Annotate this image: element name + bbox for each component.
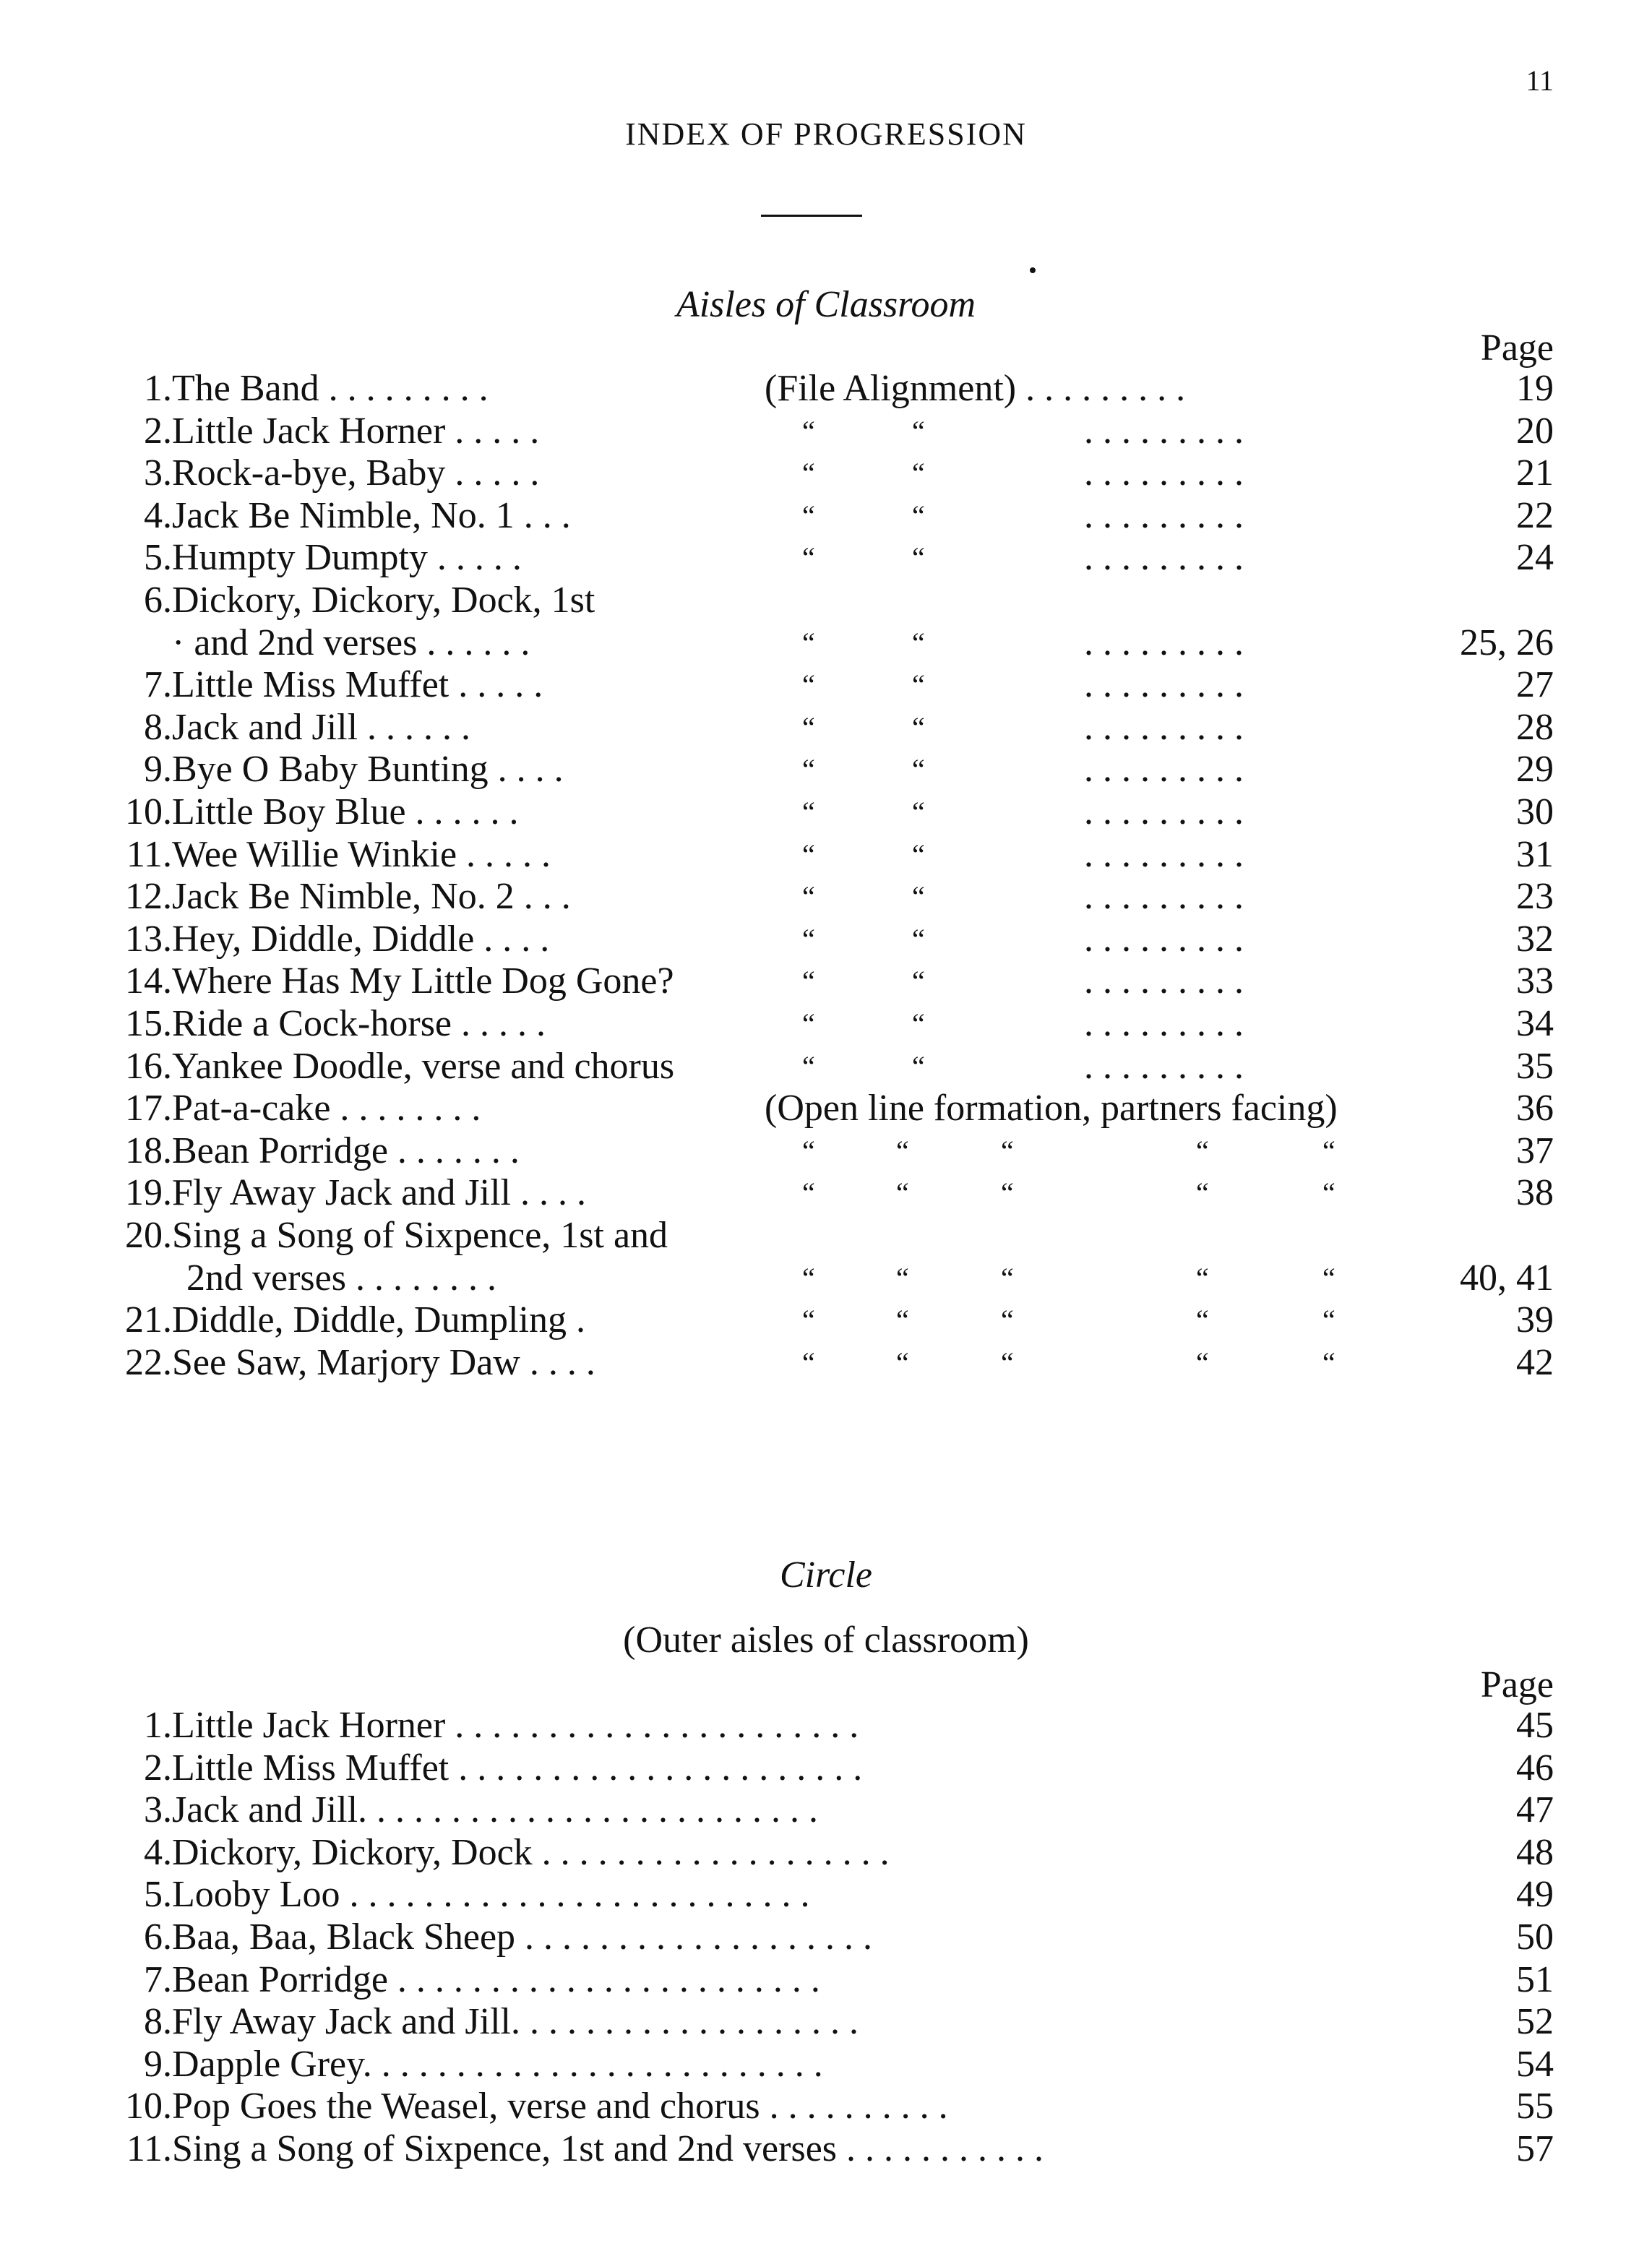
entry-number: 20. [125,1215,172,1256]
entry-title: Jack and Jill . . . . . . [172,706,471,748]
ditto-mark: “ [1196,1134,1209,1167]
ditto-mark: “ [802,796,815,828]
entry-page: 25, 26 [1460,621,1554,663]
dot-leaders: . . . . . . . . . [1084,452,1244,494]
ditto-mark: “ [802,457,815,490]
ditto-mark: “ [1001,1261,1014,1294]
ditto-mark: “ [1322,1304,1335,1337]
entry-number: 3. [144,1789,172,1831]
ditto-mark: “ [912,796,925,828]
entry-number: 8. [144,706,172,748]
entry-number: 12. [125,876,172,918]
entry-number: 15. [125,1003,172,1044]
entry-title: Yankee Doodle, verse and chorus [172,1045,675,1087]
ditto-mark: “ [912,880,925,913]
ditto-mark: “ [1322,1346,1335,1379]
entry-number: 16. [125,1045,172,1087]
ditto-mark: “ [912,1007,925,1040]
entry-number: 10. [125,2086,172,2127]
entry-number: 8. [144,2001,172,2043]
page-title: INDEX OF PROGRESSION [625,116,1027,152]
entry-title: Bye O Baby Bunting . . . . [172,749,564,791]
index-entry [0,1704,1652,1747]
ditto-mark: “ [802,753,815,786]
entry-number: 7. [144,1958,172,2000]
index-entry [0,2127,1652,2171]
entry-number: 5. [144,1874,172,1916]
dot-leaders: . . . . . . . . . [1084,621,1244,663]
dot-leaders: . . . . . . . . . [1084,876,1244,918]
entry-page: 35 [1516,1045,1554,1087]
entry-number: 11. [126,833,172,875]
entry-number: 19. [125,1172,172,1214]
entry-page: 20 [1516,410,1554,452]
index-entry [0,494,1652,538]
ditto-mark: “ [802,541,815,575]
entry-page: 36 [1516,1088,1554,1130]
ditto-mark: “ [1001,1346,1014,1379]
entry-number: 17. [125,1088,172,1130]
ditto-mark: “ [802,1304,815,1337]
index-entry [0,748,1652,791]
entry-number: 6. [144,580,172,621]
ditto-mark: “ [802,710,815,744]
entry-number: 18. [125,1130,172,1171]
dot-leaders: . . . . . . . . . [1084,410,1244,452]
dot-leaders: . . . . . . . . . [1084,537,1244,579]
entry-page: 27 [1516,664,1554,706]
entry-page: 33 [1516,960,1554,1002]
ditto-mark: “ [1196,1176,1209,1210]
entry-title: Pop Goes the Weasel, verse and chorus . . . . . . . . . . [172,2086,948,2127]
entry-title: Dapple Grey. . . . . . . . . . . . . . . . . . . . . . . . . [172,2043,823,2085]
index-entry [0,1341,1652,1385]
entry-title: Rock-a-bye, Baby . . . . . [172,452,540,494]
index-entry [0,706,1652,749]
ditto-mark: “ [912,626,925,659]
ditto-mark: “ [912,668,925,702]
entry-page: 31 [1516,833,1554,875]
entry-title: Jack Be Nimble, No. 2 . . . [172,876,571,918]
dot-leaders: . . . . . . . . . [1084,918,1244,960]
ditto-mark: “ [896,1134,909,1167]
ditto-mark: “ [802,668,815,702]
entry-page: 34 [1516,1003,1554,1044]
entry-page: 50 [1516,1916,1554,1958]
index-entry [0,1087,1652,1130]
entry-number: 10. [125,791,172,832]
dot-leaders: . . . . . . . . . [1084,664,1244,706]
page-column-header: Page [1480,327,1554,369]
entry-title: Little Boy Blue . . . . . . [172,791,519,832]
entry-number: 5. [144,537,172,579]
entry-page: 46 [1516,1747,1554,1789]
index-entry [0,2043,1652,2086]
index-entry [0,1873,1652,1916]
ditto-mark: “ [802,1134,815,1167]
entry-number: 1. [144,1705,172,1746]
entry-page: 57 [1516,2128,1554,2169]
ditto-mark: “ [802,922,815,955]
entry-title: Jack and Jill. . . . . . . . . . . . . . . . . . . . . . . . . [172,1789,819,1831]
entry-page: 21 [1516,452,1554,494]
ditto-mark: “ [912,922,925,955]
entry-title: Pat-a-cake . . . . . . . . [172,1088,481,1130]
ditto-mark: “ [1322,1134,1335,1167]
entry-title: 2nd verses . . . . . . . . [186,1257,496,1299]
entry-page: 49 [1516,1874,1554,1916]
entry-page: 24 [1516,537,1554,579]
entry-title: Little Miss Muffet . . . . . . . . . . . . . . . . . . . . . . [172,1747,863,1789]
ditto-mark: “ [896,1346,909,1379]
ditto-mark: “ [912,457,925,490]
entry-title: Wee Willie Winkie . . . . . [172,833,551,875]
index-entry [0,367,1652,410]
entry-page: 40, 41 [1460,1257,1554,1299]
entry-number: 3. [144,452,172,494]
index-entry [0,1958,1652,2002]
index-entry [0,663,1652,707]
entry-number: 2. [144,1747,172,1789]
index-entry [0,1171,1652,1215]
ditto-mark: “ [1196,1346,1209,1379]
entry-page: 55 [1516,2086,1554,2127]
index-entry [0,875,1652,918]
entry-page: 52 [1516,2001,1554,2043]
entry-page: 51 [1516,1958,1554,2000]
dot-leaders: . . . . . . . . . [1084,1003,1244,1044]
entry-number: 1. [144,368,172,409]
entry-page: 23 [1516,876,1554,918]
entry-title: Where Has My Little Dog Gone? [172,960,674,1002]
ditto-mark: “ [1322,1176,1335,1210]
entry-number: 7. [144,664,172,706]
index-entry [0,1257,1652,1300]
entry-title: Little Jack Horner . . . . . [172,410,540,452]
index-entry [0,2000,1652,2044]
section-heading-circle: Circle [779,1554,873,1596]
ditto-mark: “ [802,499,815,532]
ditto-mark: “ [1001,1176,1014,1210]
index-entry [0,791,1652,834]
index-entry [0,1002,1652,1046]
entry-number: 21. [125,1299,172,1341]
entry-title: Bean Porridge . . . . . . . . . . . . . . . . . . . . . . . [172,1958,820,2000]
ditto-mark: “ [802,880,815,913]
ditto-mark: “ [912,1049,925,1083]
entry-title: Ride a Cock-horse . . . . . [172,1003,546,1044]
entry-title: Fly Away Jack and Jill. . . . . . . . . . . . . . . . . . . [172,2001,859,2043]
entry-title: Bean Porridge . . . . . . . [172,1130,520,1171]
index-entry [0,536,1652,580]
ditto-mark: “ [802,1007,815,1040]
entry-page: 37 [1516,1130,1554,1171]
entry-number: 6. [144,1916,172,1958]
entry-title: Jack Be Nimble, No. 1 . . . [172,494,571,536]
ditto-mark: “ [1001,1134,1014,1167]
entry-number: 14. [125,960,172,1002]
ditto-mark: “ [802,1261,815,1294]
page-column-header: Page [1480,1664,1554,1705]
index-entry [0,960,1652,1003]
index-entry [0,1299,1652,1342]
dot-leaders: . . . . . . . . . [1084,791,1244,832]
dot-leaders: . . . . . . . . . [1084,833,1244,875]
entry-number: 2. [144,410,172,452]
index-entry [0,410,1652,453]
index-entry [0,1045,1652,1088]
entry-title: Dickory, Dickory, Dock . . . . . . . . . . . . . . . . . . . [172,1831,890,1873]
entry-title: Diddle, Diddle, Dumpling . [172,1299,585,1341]
entry-title: Dickory, Dickory, Dock, 1st [172,580,595,621]
index-entry [0,1916,1652,1959]
entry-page: 48 [1516,1831,1554,1873]
entry-title: Sing a Song of Sixpence, 1st and [172,1215,668,1256]
section-subheading-circle: (Outer aisles of classroom) [623,1619,1029,1661]
ditto-mark: “ [912,414,925,447]
entry-page: 32 [1516,918,1554,960]
page-number: 11 [1526,64,1554,97]
section-heading-aisles: Aisles of Classroom [676,284,976,325]
entry-page: 38 [1516,1172,1554,1214]
entry-number: 11. [126,2128,172,2169]
entry-page: 54 [1516,2043,1554,2085]
index-entry [0,621,1652,665]
entry-number: 9. [144,2043,172,2085]
index-entry [0,918,1652,961]
ditto-mark: “ [802,1346,815,1379]
entry-title: Looby Loo . . . . . . . . . . . . . . . . . . . . . . . . . [172,1874,810,1916]
ditto-mark: “ [896,1176,909,1210]
entry-title: Humpty Dumpty . . . . . [172,537,522,579]
ditto-mark: “ [912,710,925,744]
dot-leaders: . . . . . . . . . [1084,494,1244,536]
entry-title: See Saw, Marjory Daw . . . . [172,1341,595,1383]
dot-leaders: . . . . . . . . . [1084,749,1244,791]
ditto-mark: “ [912,499,925,532]
index-entry [0,833,1652,877]
ditto-mark: “ [802,965,815,998]
entry-title: Hey, Diddle, Diddle . . . . [172,918,550,960]
entry-title: Little Miss Muffet . . . . . [172,664,543,706]
entry-page: 39 [1516,1299,1554,1341]
ditto-mark: “ [802,414,815,447]
entry-number: 22. [125,1341,172,1383]
ditto-mark: “ [912,965,925,998]
ditto-mark: “ [1322,1261,1335,1294]
entry-title: Baa, Baa, Black Sheep . . . . . . . . . . . . . . . . . . . [172,1916,873,1958]
ditto-mark: “ [896,1261,909,1294]
ditto-mark: “ [802,626,815,659]
ditto-mark: “ [802,1176,815,1210]
ditto-mark: “ [1196,1261,1209,1294]
index-entry [0,2085,1652,2128]
entry-number: 4. [144,494,172,536]
entry-number: 13. [125,918,172,960]
entry-title: Little Jack Horner . . . . . . . . . . . . . . . . . . . . . . [172,1705,859,1746]
entry-page: 42 [1516,1341,1554,1383]
ditto-mark: “ [912,753,925,786]
entry-page: 22 [1516,494,1554,536]
index-entry [0,1789,1652,1832]
ditto-mark: “ [912,541,925,575]
ditto-mark: “ [896,1304,909,1337]
dot-leaders: . . . . . . . . . [1084,960,1244,1002]
entry-page: 30 [1516,791,1554,832]
entry-page: 19 [1516,368,1554,409]
index-entry [0,579,1652,622]
entry-title: Sing a Song of Sixpence, 1st and 2nd verses . . . . . . . . . . . [172,2128,1044,2169]
entry-title: Fly Away Jack and Jill . . . . [172,1172,586,1214]
entry-page: 47 [1516,1789,1554,1831]
index-entry [0,1831,1652,1875]
stray-dot [1030,267,1036,273]
entry-page: 28 [1516,706,1554,748]
entry-number: 9. [144,749,172,791]
index-entry [0,1747,1652,1790]
entry-number: 4. [144,1831,172,1873]
ditto-mark: “ [802,838,815,871]
ditto-mark: “ [1001,1304,1014,1337]
dot-leaders: . . . . . . . . . [1084,706,1244,748]
ditto-mark: “ [802,1049,815,1083]
ditto-mark: “ [1196,1304,1209,1337]
entry-title: The Band . . . . . . . . . [172,368,489,409]
index-entry [0,452,1652,495]
entry-formation: (File Alignment) . . . . . . . . . [765,368,1186,409]
index-entry [0,1214,1652,1257]
entry-page: 45 [1516,1705,1554,1746]
entry-formation: (Open line formation, partners facing) [765,1088,1338,1130]
entry-title: · and 2nd verses . . . . . . [172,621,530,663]
title-rule [761,215,862,217]
dot-leaders: . . . . . . . . . [1084,1045,1244,1087]
entry-page: 29 [1516,749,1554,791]
ditto-mark: “ [912,838,925,871]
index-entry [0,1130,1652,1173]
